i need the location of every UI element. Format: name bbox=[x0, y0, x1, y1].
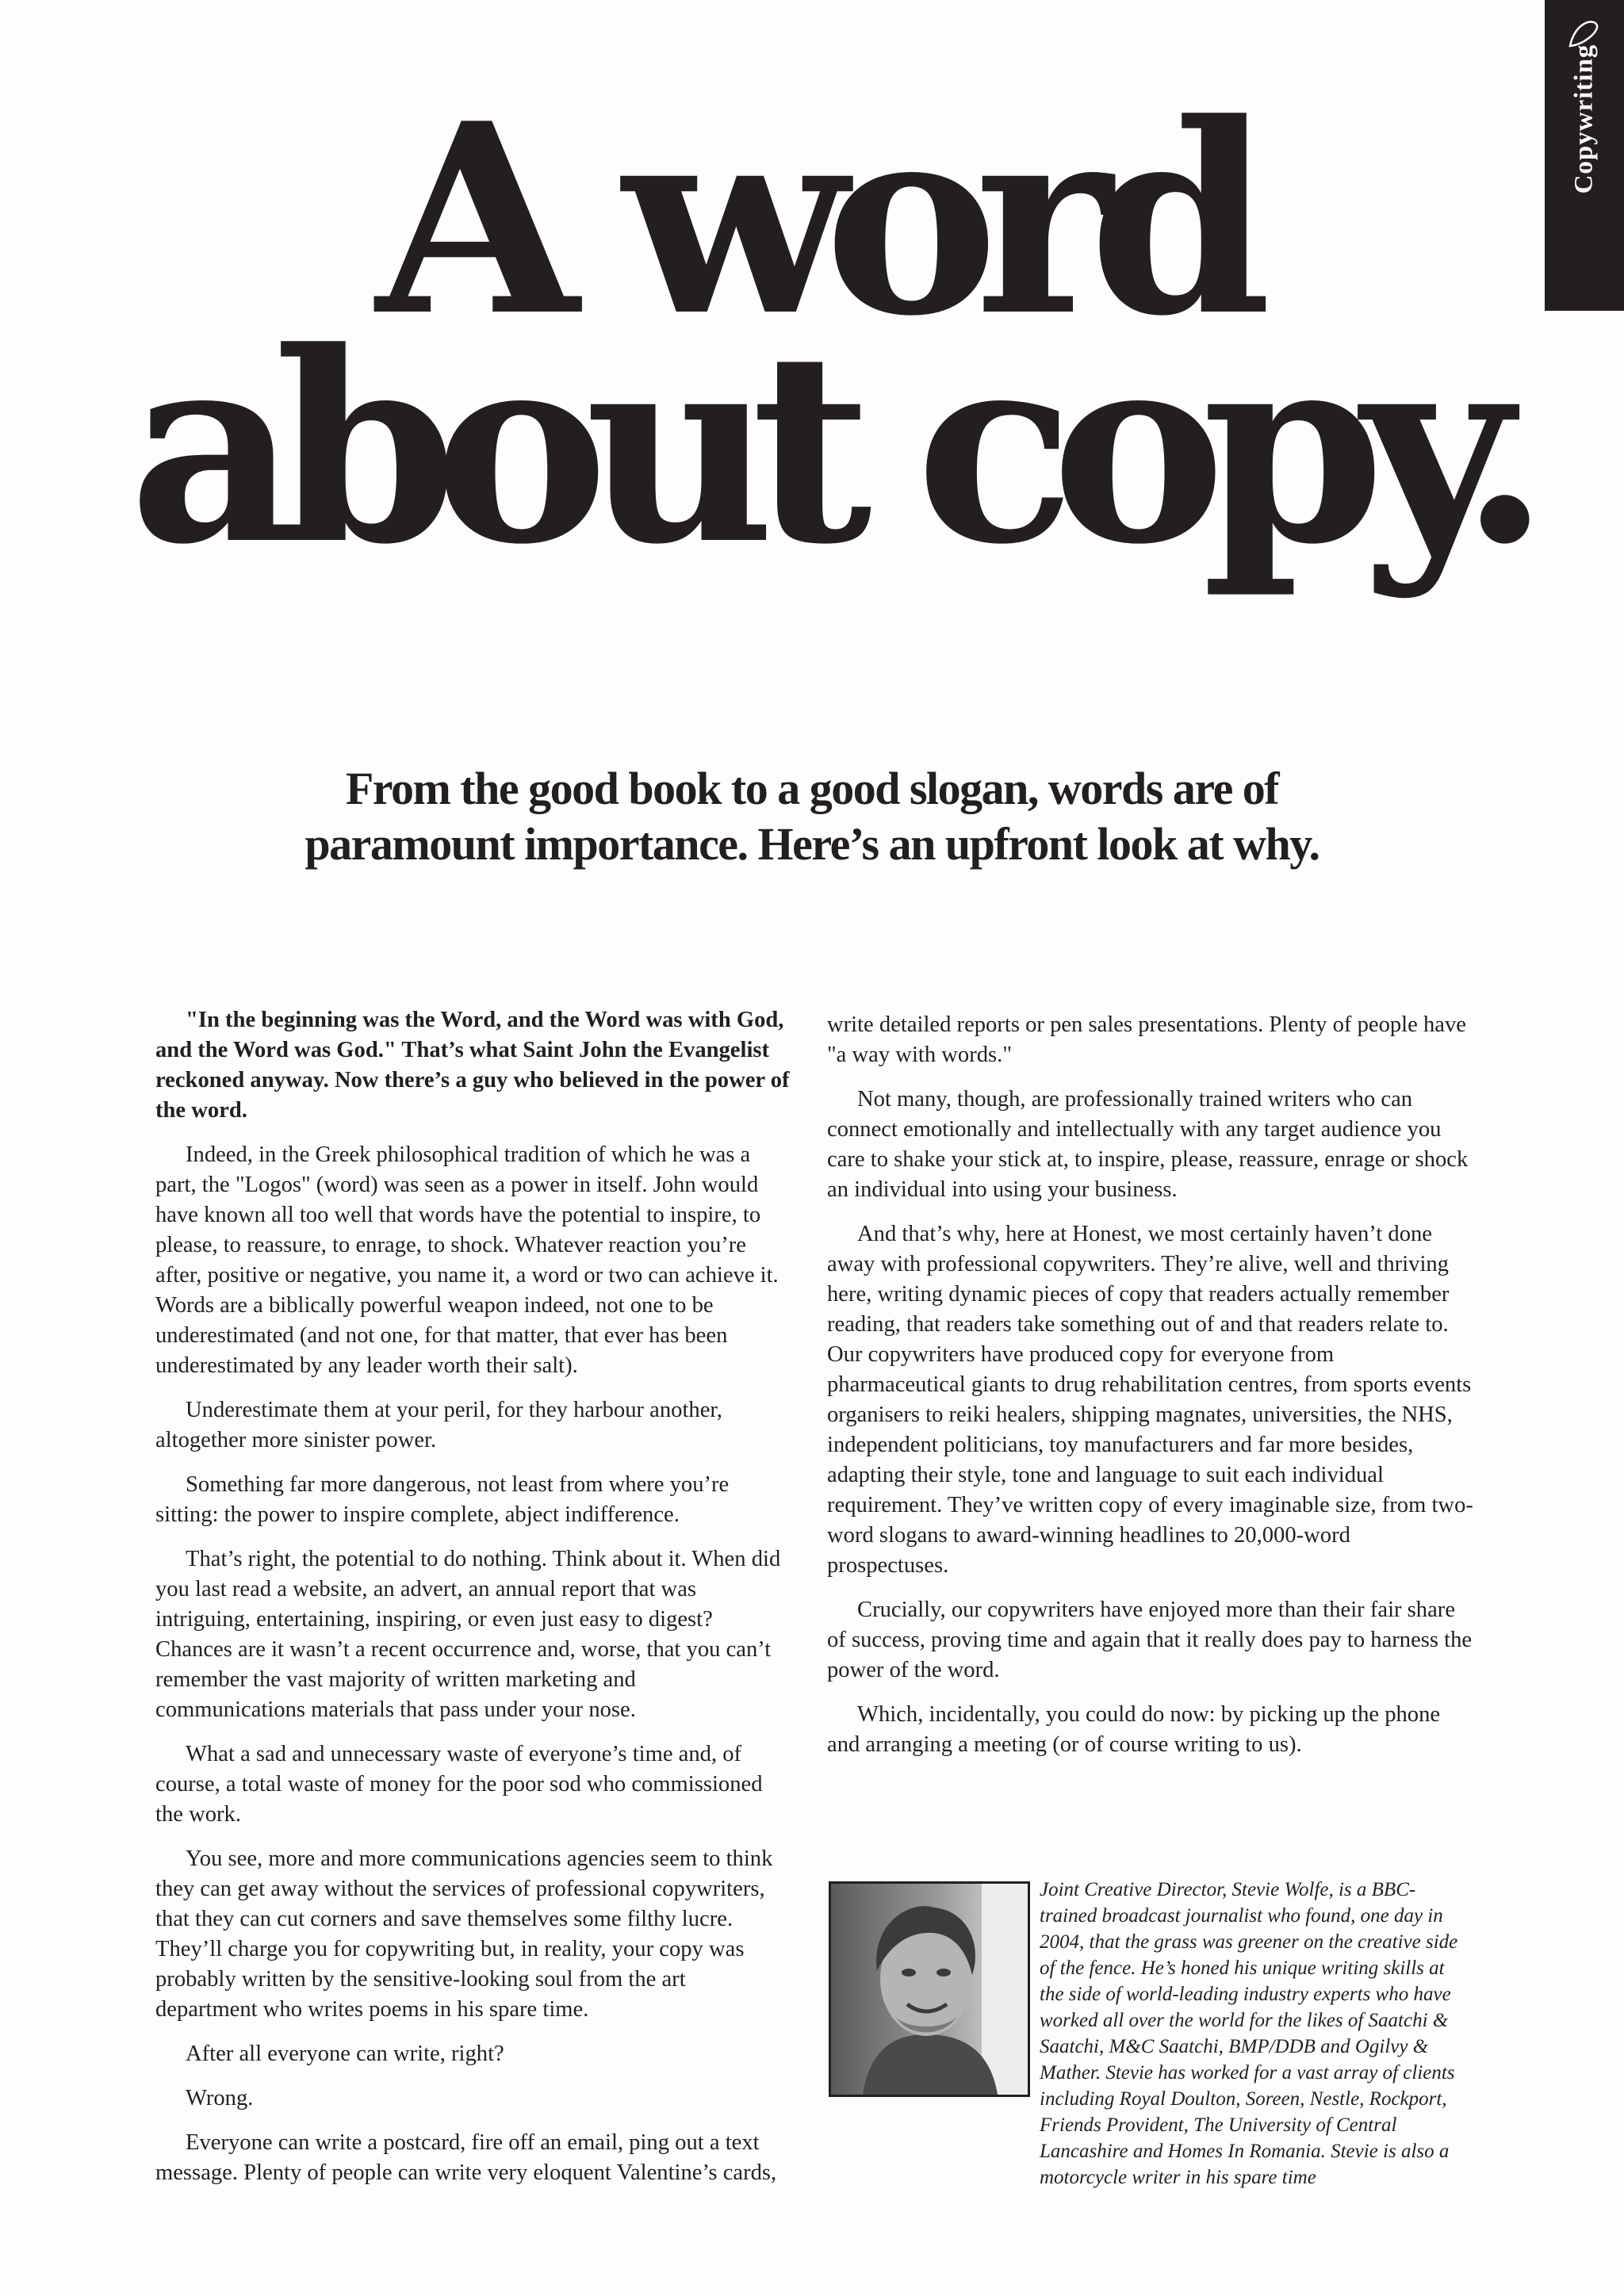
body-paragraph: Crucially, our copywriters have enjoyed more than their fair share of success, proving time and again that it really does pay to harness the power of the word. bbox=[827, 1598, 1473, 1682]
headline-line-1: A word bbox=[376, 66, 1248, 373]
body-paragraph: Something far more dangerous, not least from where you’re sitting: the power to inspire complete, abject indifference. bbox=[155, 1472, 730, 1527]
article-column-left bbox=[155, 1005, 790, 2202]
body-paragraph: Wrong. bbox=[186, 2086, 254, 2110]
body-paragraph: Indeed, in the Greek philosophical tradition of which he was a part, the "Logos" (word) was seen as a power in itself. John would have known all too well that words have the potential to inspire, to please, to reassure, to enrage, to shock. Whatever reaction you’re after, positive or negative, you name it, a word or two can achieve it. Words are a biblically powerful weapon indeed, not one to be underestimated (and not one, for that matter, that ever has been underestimated by any leader worth their salt). bbox=[155, 1142, 779, 1378]
section-tab-label: Copywriting bbox=[1569, 44, 1599, 194]
subheading bbox=[0, 761, 1624, 872]
author-bio: Joint Creative Director, Stevie Wolfe, is a BBC-trained broadcast journalist who found, one day in 2004, that the grass was greener on the creative side of the fence. He’s honed his unique writing skills at the side of world-leading industry experts who have worked all over the world for the likes of Saatchi & Saatchi, M&C Saatchi, BMP/DDB and Ogilvy & Mather. Stevie has worked for a vast array of clients including Royal Doulton, Soreen, Nestle, Rockport, Friends Provident, The University of Central Lancashire and Homes In Romania. Stevie is also a motorcycle writer in his spare time bbox=[1040, 1879, 1458, 2188]
article-column-right bbox=[827, 1010, 1477, 1774]
subheading-line-1: From the good book to a good slogan, words are of bbox=[345, 763, 1279, 814]
body-paragraph: That’s right, the potential to do nothing. Think about it. When did you last read a website, an advert, an annual report that was intriguing, entertaining, inspiring, or even just easy to digest? Chances are it wasn’t a recent occurrence and, worse, that you can’t remember the vast majority of written marketing and communications materials that pass under your nose. bbox=[155, 1547, 781, 1722]
body-paragraph: What a sad and unnecessary waste of everyone’s time and, of course, a total waste of money for the poor sod who commissioned the work. bbox=[155, 1742, 763, 1827]
author-photo bbox=[829, 1881, 1030, 2097]
body-paragraph: Underestimate them at your peril, for they harbour another, altogether more sinister power. bbox=[155, 1398, 722, 1452]
body-paragraph: Not many, though, are professionally trained writers who can connect emotionally and intellectually with any target audience you care to shake your stick at, to inspire, please, reassure, enrage or shock an individual into using your business. bbox=[827, 1087, 1469, 1202]
subheading-line-2: paramount importance. Here’s an upfront look at why. bbox=[304, 818, 1320, 870]
body-paragraph: After all everyone can write, right? bbox=[186, 2042, 504, 2066]
author-portrait-icon bbox=[831, 1884, 1028, 2095]
headline-line-2: about copy. bbox=[128, 294, 1527, 602]
body-paragraph: Everyone can write a postcard, fire off an email, ping out a text message. Plenty of people can write very eloquent Valentine’s cards, bbox=[155, 2130, 777, 2185]
body-paragraph: Which, incidentally, you could do now: by picking up the phone and arranging a meeting (or of course writing to us). bbox=[827, 1702, 1441, 1757]
body-paragraph: And that’s why, here at Honest, we most certainly haven’t done away with professional copywriters. They’re alive, well and thriving here, writing dynamic pieces of copy that readers actually remember reading, that readers take something out of and that readers relate to. Our copywriters have produced copy for everyone from pharmaceutical giants to drug rehabilitation centres, from sports events organisers to reiki healers, shipping magnates, universities, the NHS, independent politicians, toy manufacturers and far more besides, adapting their style, tone and language to suit each individual requirement. They’ve written copy of every imaginable size, from two-word slogans to award-winning headlines to 20,000-word prospectuses. bbox=[827, 1222, 1473, 1578]
body-paragraph-continued: write detailed reports or pen sales presentations. Plenty of people have "a way with words." bbox=[827, 1012, 1466, 1067]
lead-paragraph: "In the beginning was the Word, and the Word was with God, and the Word was God." That’s what Saint John the Evangelist reckoned anyway. Now there’s a guy who believed in the power of the word. bbox=[155, 1008, 790, 1123]
body-paragraph: You see, more and more communications agencies seem to think they can get away without the services of professional copywriters, that they can cut corners and save themselves some filthy lucre. They’ll charge you for copywriting but, in reality, your copy was probably written by the sensitive-looking soul from the art department who writes poems in his spare time. bbox=[155, 1846, 773, 2022]
